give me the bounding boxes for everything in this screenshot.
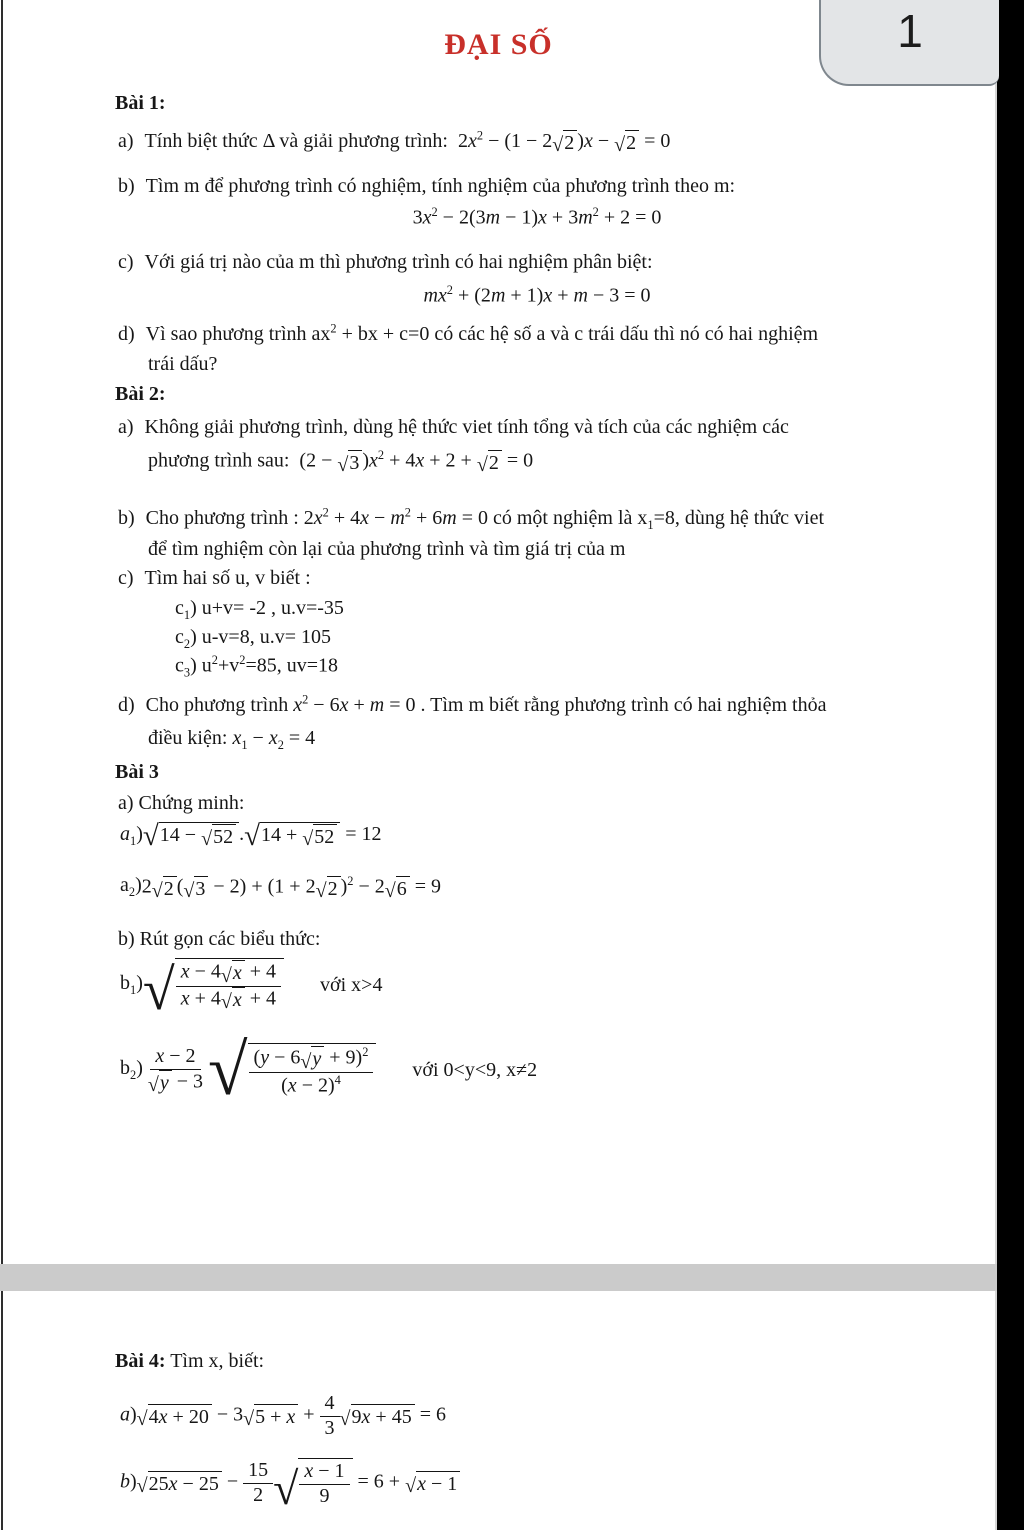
- bai2-item-d: [118, 692, 826, 717]
- bai1-item-d-label: d): [118, 322, 135, 345]
- bai2-subitem-c3: $c_3$) $u^2+v^2=85$, uv=18: [175, 653, 339, 680]
- bai3-subitem-b2: [120, 1030, 538, 1110]
- bai2-item-a-label: a): [118, 416, 134, 438]
- bai3-subitem-a1-expr: √ 14 − √ 52 . √ 14 + √ 52 = 12: [142, 820, 382, 853]
- bai2-item-b-line2: để tìm nghiệm còn lại của phương trình và tìm giá trị của m: [148, 538, 626, 560]
- bai2-item-a-line1: Không giải phương trình, dùng hệ thức viet tính tổng và tích của các nghiệm các: [144, 416, 789, 438]
- section-divider-bar: [0, 1264, 997, 1291]
- bai2-item-c-label: c): [118, 567, 134, 589]
- bai1-item-d-text: Vì sao phương trình $ax^2$ + bx + c=0 có các hệ số a và c trái dấu thì nó có hai nghiệm: [145, 321, 819, 345]
- bai3-item-b: b) Rút gọn các biểu thức:: [118, 928, 321, 950]
- bai1-item-a-text: Tính biệt thức Δ và giải phương trình: $2x^2 - (1 - 2$ √ 2 )x − √ 2 = 0: [144, 128, 671, 156]
- right-black-strip: [995, 0, 1024, 1530]
- bai3-subitem-a2-expr: 2 √ 2 ( √ 3 − 2) + (1 + 2 √ 2 )$^2$ − 2 √ 6 = 9: [141, 874, 441, 902]
- bai3-item-a: a) Chứng minh:: [118, 792, 245, 814]
- bai3-subitem-b2-condition: với 0<y<9, x≠2: [412, 1058, 538, 1081]
- bai1-item-c-label: c): [118, 251, 134, 273]
- bai2-item-b-line1: Cho phương trình : $2x^2 + 4x - m^2 + 6m = 0$ có một nghiệm là $x_1=8$, dùng hệ thức viet: [145, 505, 825, 532]
- bai1-heading: Bài 1:: [115, 92, 166, 114]
- bai2-heading: Bài 2:: [115, 383, 166, 405]
- bai3-heading: Bài 3: [115, 761, 159, 783]
- left-border-line: [1, 0, 3, 1530]
- bai4-heading-bold: Bài 4:: [115, 1350, 166, 1372]
- bai3-subitem-b2-label: $b_2$): [120, 1057, 143, 1083]
- page-number: 1: [897, 5, 923, 57]
- bai2-subitem-c1: $c_1$) u+v= -2 , u.v=-35: [175, 597, 344, 622]
- bai2-item-d-label: d): [118, 693, 135, 716]
- bai1-item-d-cont: trái dấu?: [148, 353, 218, 375]
- bai3-subitem-b1-label: $b_1$): [120, 972, 143, 998]
- bai2-item-c: [118, 567, 311, 590]
- bai3-subitem-a2: [120, 874, 441, 901]
- bai3-subitem-b2-expr: x − 2 √ y − 3 √ (y − 6 √ y + 9)$^2$ $(x - 2)^4$: [143, 1042, 377, 1098]
- bai3-subitem-b1-condition: với x>4: [320, 973, 383, 996]
- bai2-item-a-line2: phương trình sau: (2 − √ 3 )$x^2 + 4x + 2$ + √ 2 = 0: [148, 448, 534, 476]
- bai1-item-a-label: a): [118, 129, 134, 152]
- bai1-item-d: [118, 321, 818, 346]
- bai2-item-d-line1: Cho phương trình $x^2 - 6x + m = 0$ . Tìm m biết rằng phương trình có hai nghiệm thỏa: [145, 692, 827, 716]
- bai1-item-c-text: Với giá trị nào của m thì phương trình có hai nghiệm phân biệt:: [144, 251, 653, 273]
- bai4-heading: [115, 1350, 264, 1373]
- bai3-subitem-b1: [120, 956, 383, 1022]
- bai1-item-b-text: Tìm m để phương trình có nghiệm, tính nghiệm của phương trình theo m:: [145, 175, 736, 197]
- page-title: ĐẠI SỐ: [444, 28, 553, 61]
- bai4-item-a: a) √ 4x + 20 − 3 √ 5 + x + $\frac{4}{3}$ √ 9x + 45 = 6: [120, 1392, 446, 1439]
- bai1-item-b-label: b): [118, 175, 135, 197]
- bai2-item-b-label: b): [118, 506, 135, 529]
- bai4-heading-rest: Tìm x, biết:: [165, 1350, 265, 1372]
- bai1-item-b: [118, 175, 735, 198]
- bai2-item-b: [118, 505, 824, 533]
- bai4-item-b: b) √ 25x − 25 − $\frac{15}{2}$ √ $\frac{x - 1}{9}$ = 6 + √ x − 1: [120, 1458, 460, 1508]
- bai2-item-d-line2: điều kiện: $x_1 - x_2 = 4$: [148, 727, 316, 752]
- bai2-item-a: [118, 416, 789, 439]
- bai3-subitem-b1-expr: √ x − 4 √ x + 4 x + 4 √ x + 4: [143, 958, 284, 1012]
- bai2-subitem-c2: $c_2$) u-v=8, u.v= 105: [175, 626, 331, 651]
- bai2-item-c-text: Tìm hai số u, v biết :: [144, 567, 311, 589]
- bai3-subitem-a2-label: $a_2$): [120, 874, 142, 900]
- bai1-equation-b: $3x^2 - 2(3m - 1)x + 3m^2 + 2 = 0$: [412, 205, 662, 229]
- bai1-item-c: [118, 251, 653, 274]
- bai1-item-a: [118, 128, 670, 155]
- bai3-subitem-a1-label: $a_1$): [120, 822, 143, 848]
- bai1-equation-c: $mx^2 + (2m + 1)x + m - 3 = 0$: [423, 283, 651, 307]
- bai3-subitem-a1: [120, 820, 382, 853]
